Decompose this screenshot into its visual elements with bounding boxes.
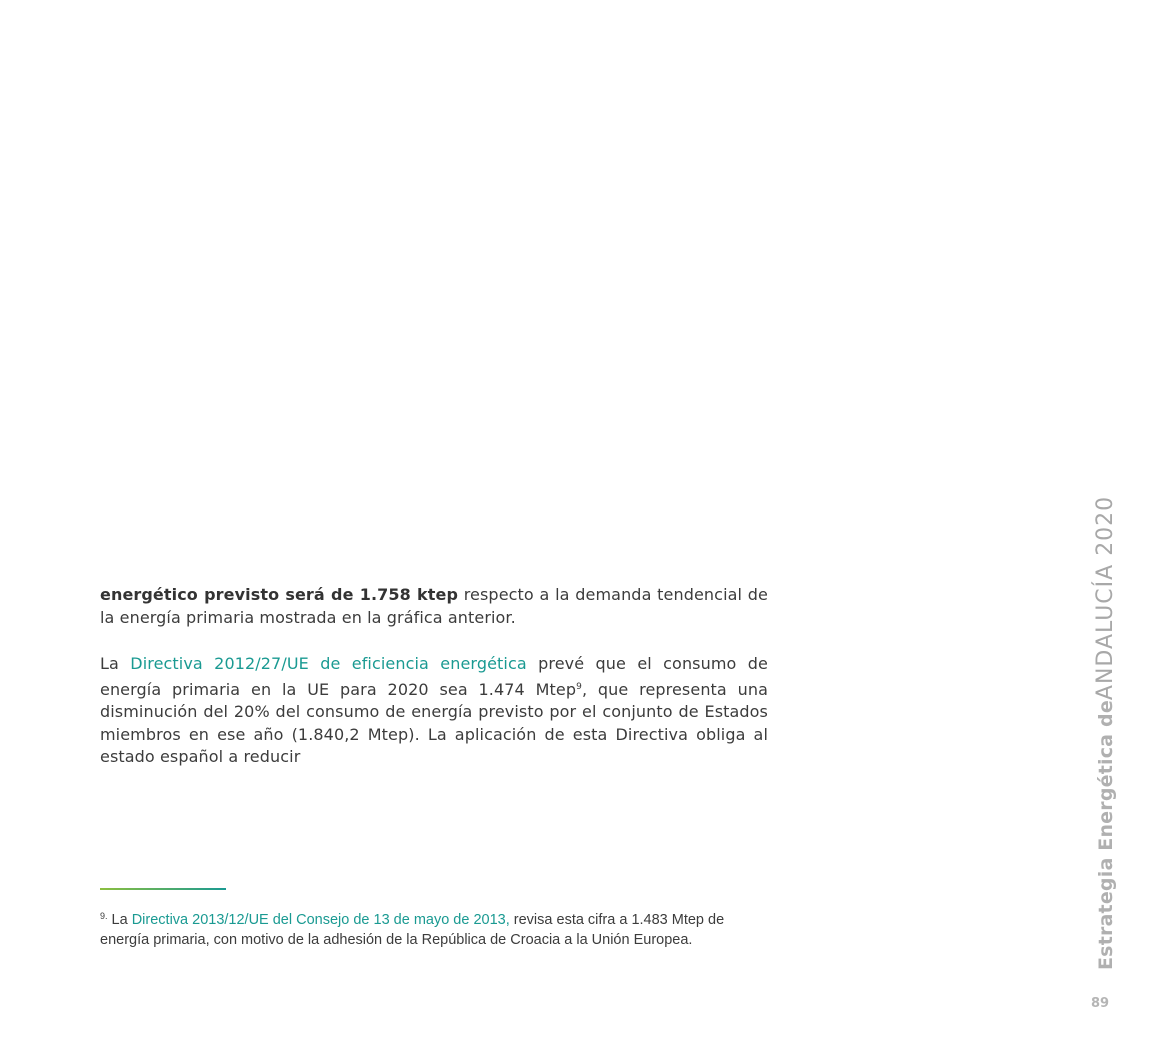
paragraph-demand bbox=[100, 584, 768, 629]
footnote-text: revisa esta cifra a 1.483 Mtep de energía primaria, con motivo de la adhesión de la República de Croacia a la Unión Europea. bbox=[100, 912, 725, 948]
footnote bbox=[100, 906, 768, 950]
paragraph-directive-pre: La bbox=[100, 654, 131, 673]
paragraph-directive bbox=[100, 653, 768, 769]
paragraph-directive-post: , que representa una disminución del 20% del consumo de energía previsto por el conjunto de Estados miembros en ese año (1.840,2 Mtep). La aplicación de esta Directiva obliga al estado español a reducir bbox=[100, 679, 769, 766]
footnote-reference: 9 bbox=[576, 681, 582, 692]
directive-2012-link[interactable]: Directiva 2012/27/UE de eficiencia energética bbox=[130, 654, 527, 673]
paragraph-demand-text: respecto a la demanda tendencial de la energía primaria mostrada en la gráfica anterior. bbox=[100, 585, 768, 627]
footnote-marker: 9. bbox=[100, 911, 108, 921]
directive-2013-link[interactable]: Directiva 2013/12/UE del Consejo de 13 de mayo de 2013, bbox=[131, 912, 510, 928]
footnote-pre: La bbox=[107, 912, 132, 928]
page-number: 89 bbox=[1091, 996, 1110, 1011]
paragraph-directive-mid: prevé que el consumo de energía primaria en la UE para 2020 sea 1.474 Mtep bbox=[100, 654, 768, 699]
paragraph-demand-bold: energético previsto será de 1.758 ktep bbox=[100, 585, 459, 604]
publication-title bbox=[1093, 496, 1118, 970]
publication-title-part1: Estrategia Energética de bbox=[1095, 700, 1117, 970]
publication-title-part2: ANDALUCÍA 2020 bbox=[1093, 495, 1118, 701]
footnote-divider bbox=[100, 888, 226, 890]
